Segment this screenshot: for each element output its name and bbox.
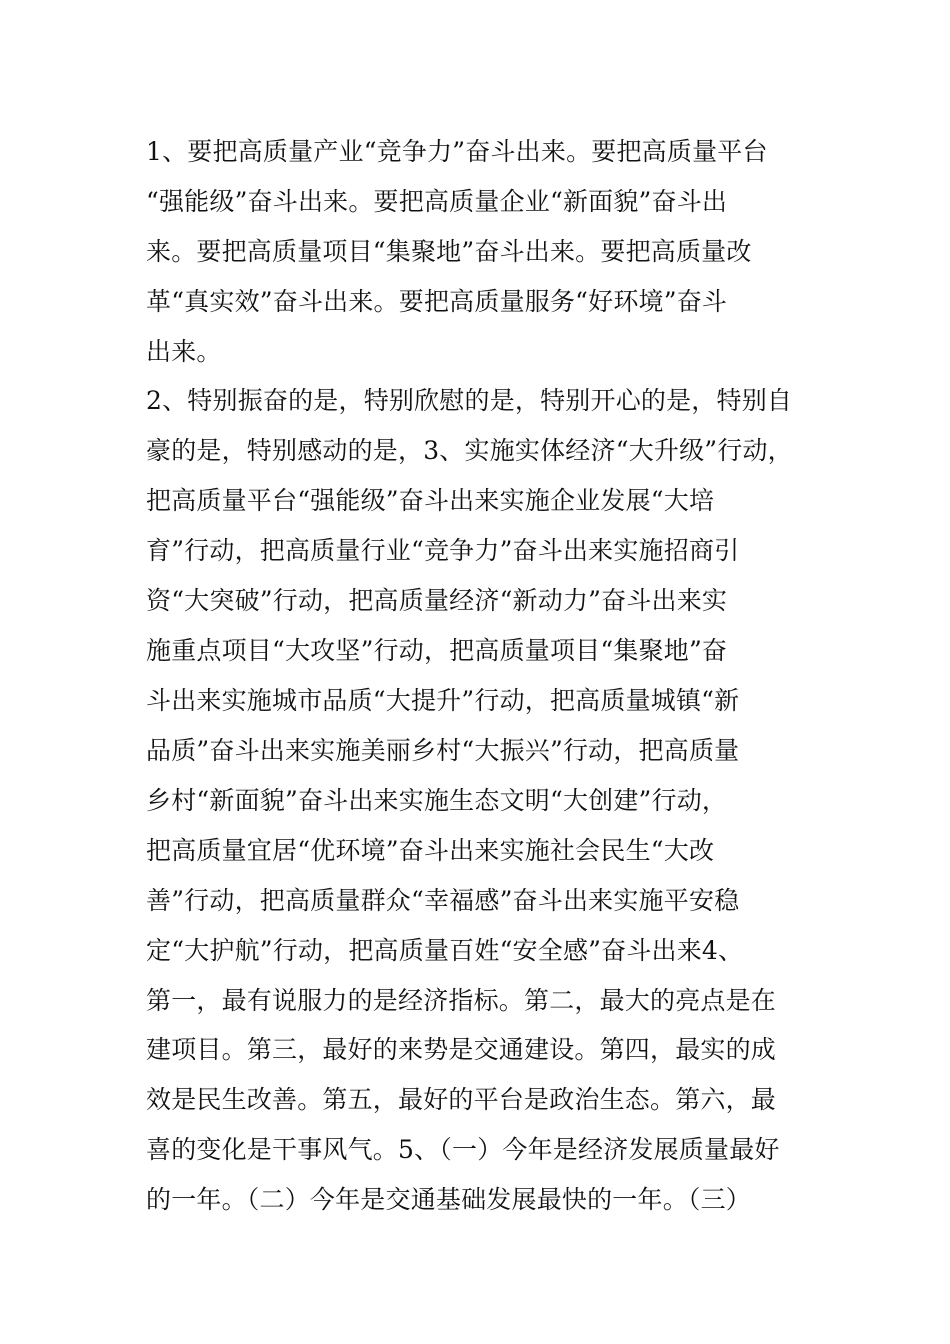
text-line: 善”行动，把高质量群众“幸福感”奋斗出来实施平安稳 [146, 886, 740, 915]
text-line: 斗出来实施城市品质“大提升”行动，把高质量城镇“新 [146, 686, 740, 715]
text-line: 定“大护航”行动，把高质量百姓“安全感”奋斗出来4、 [146, 936, 744, 965]
text-line: 1、要把高质量产业“竞争力”奋斗出来。要把高质量平台 [146, 137, 768, 166]
text-line: 育”行动，把高质量行业“竞争力”奋斗出来实施招商引 [146, 536, 740, 565]
text-line: 革“真实效”奋斗出来。要把高质量服务“好环境”奋斗 [146, 287, 728, 316]
text-line: 2、特别振奋的是，特别欣慰的是，特别开心的是，特别自 [146, 386, 793, 415]
text-line: 的一年。（二）今年是交通基础发展最快的一年。（三） [146, 1185, 752, 1214]
text-line: 把高质量宜居“优环境”奋斗出来实施社会民生“大改 [146, 836, 715, 865]
text-line: 资“大突破”行动，把高质量经济“新动力”奋斗出来实 [146, 586, 728, 615]
text-line: 施重点项目“大攻坚”行动，把高质量项目“集聚地”奋 [146, 636, 728, 665]
text-line: 出来。 [146, 337, 222, 366]
text-line: 豪的是，特别感动的是，3、实施实体经济“大升级”行动， [146, 436, 793, 465]
text-line: 喜的变化是干事风气。5、（一）今年是经济发展质量最好 [146, 1135, 780, 1164]
text-line: 建项目。第三，最好的来势是交通建设。第四，最实的成 [146, 1035, 777, 1064]
text-line: “强能级”奋斗出来。要把高质量企业“新面貌”奋斗出 [146, 187, 728, 216]
text-line: 来。要把高质量项目“集聚地”奋斗出来。要把高质量改 [146, 237, 752, 266]
text-line: 效是民生改善。第五，最好的平台是政治生态。第六，最 [146, 1085, 777, 1114]
text-line: 把高质量平台“强能级”奋斗出来实施企业发展“大培 [146, 486, 715, 515]
text-line: 品质”奋斗出来实施美丽乡村“大振兴”行动，把高质量 [146, 736, 740, 765]
text-line: 乡村“新面貌”奋斗出来实施生态文明“大创建”行动， [146, 786, 728, 815]
text-line: 第一，最有说服力的是经济指标。第二，最大的亮点是在 [146, 986, 777, 1015]
